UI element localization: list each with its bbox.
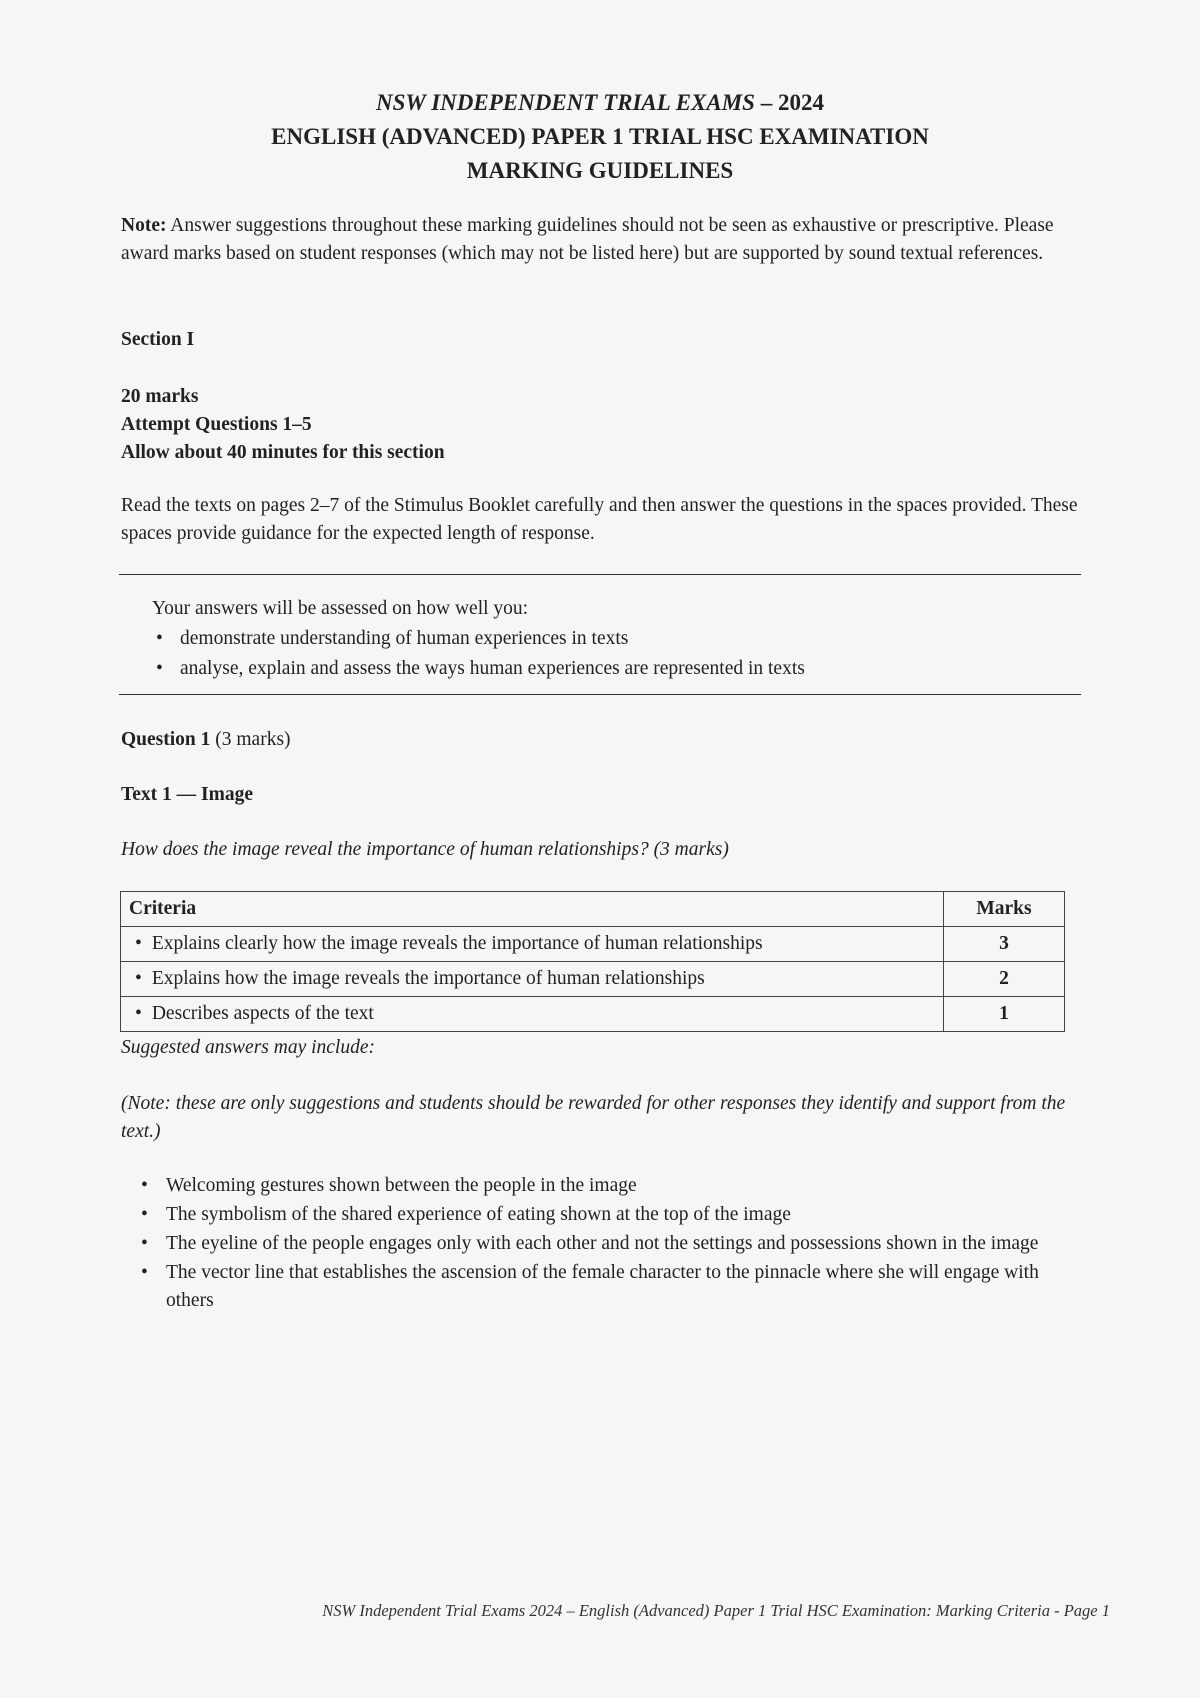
criteria-header: Criteria xyxy=(121,892,944,927)
question-marks: (3 marks) xyxy=(215,729,291,750)
exam-title-main: NSW INDEPENDENT TRIAL EXAMS xyxy=(376,90,755,115)
suggested-heading: Suggested answers may include: xyxy=(121,1037,375,1058)
divider-top xyxy=(119,574,1081,575)
assessment-box xyxy=(152,594,1052,684)
section-marks: 20 marks xyxy=(121,386,199,407)
mark-cell: 1 xyxy=(944,997,1065,1032)
exam-title xyxy=(0,86,1200,120)
list-item: • The symbolism of the shared experience of eating shown at the top of the image xyxy=(137,1201,1067,1229)
mark-cell: 3 xyxy=(944,927,1065,962)
note-label: Note: xyxy=(121,215,167,236)
table-row xyxy=(121,962,1065,997)
table-row xyxy=(121,927,1065,962)
list-item: • demonstrate understanding of human experiences in texts xyxy=(152,624,1052,654)
section-title: Section I xyxy=(121,329,195,350)
exam-subtitle: ENGLISH (ADVANCED) PAPER 1 TRIAL HSC EXAMINATION xyxy=(271,124,929,149)
document-type: MARKING GUIDELINES xyxy=(466,158,734,183)
mark-cell: 2 xyxy=(944,962,1065,997)
section-info xyxy=(121,383,1081,467)
answer-list xyxy=(137,1172,1067,1315)
page-footer: NSW Independent Trial Exams 2024 – English (Advanced) Paper 1 Trial HSC Examination: Marking Criteria - Page 1 xyxy=(322,1601,1110,1620)
question-heading xyxy=(121,726,1081,754)
suggested-answers xyxy=(137,1172,1067,1316)
question-label: Question 1 xyxy=(121,729,211,750)
section-attempt: Attempt Questions 1–5 xyxy=(121,414,312,435)
assessment-intro: Your answers will be assessed on how well you: xyxy=(152,598,529,619)
table-row xyxy=(121,997,1065,1032)
exam-title-year: – 2024 xyxy=(760,90,824,115)
section-allow-time: Allow about 40 minutes for this section xyxy=(121,442,445,463)
criterion-cell: • Describes aspects of the text xyxy=(121,997,944,1032)
table-header-row xyxy=(121,892,1065,927)
criterion-cell: • Explains how the image reveals the importance of human relationships xyxy=(121,962,944,997)
section-instructions: Read the texts on pages 2–7 of the Stimulus Booklet carefully and then answer the questions in the spaces provided. These spaces provide guidance for the expected length of response. xyxy=(121,495,1078,544)
criterion-text: Explains how the image reveals the importance of human relationships xyxy=(151,968,705,989)
criteria-table xyxy=(120,891,1065,1032)
criterion-text: Explains clearly how the image reveals the importance of human relationships xyxy=(151,933,763,954)
note-paragraph xyxy=(121,212,1081,268)
note-text: Answer suggestions throughout these marking guidelines should not be seen as exhaustive or prescriptive. Please award marks based on student responses (which may not be listed here) but are supported by sound textual references. xyxy=(121,215,1054,264)
list-item: • Welcoming gestures shown between the people in the image xyxy=(137,1172,1067,1200)
question-prompt: How does the image reveal the importance of human relationships? (3 marks) xyxy=(121,839,729,860)
suggested-note: (Note: these are only suggestions and students should be rewarded for other responses they identify and support from the text.) xyxy=(121,1093,1066,1142)
document-header xyxy=(0,86,1200,188)
marks-header: Marks xyxy=(944,892,1065,927)
criterion-text: Describes aspects of the text xyxy=(151,1003,374,1024)
list-item: • The vector line that establishes the ascension of the female character to the pinnacle where she will engage with others xyxy=(137,1259,1067,1315)
list-item: • The eyeline of the people engages only with each other and not the settings and possessions shown in the image xyxy=(137,1230,1067,1258)
divider-bottom xyxy=(119,694,1081,695)
assessment-list xyxy=(152,624,1052,684)
list-item: • analyse, explain and assess the ways human experiences are represented in texts xyxy=(152,654,1052,684)
criterion-cell: • Explains clearly how the image reveals the importance of human relationships xyxy=(121,927,944,962)
text-title: Text 1 — Image xyxy=(121,784,253,805)
